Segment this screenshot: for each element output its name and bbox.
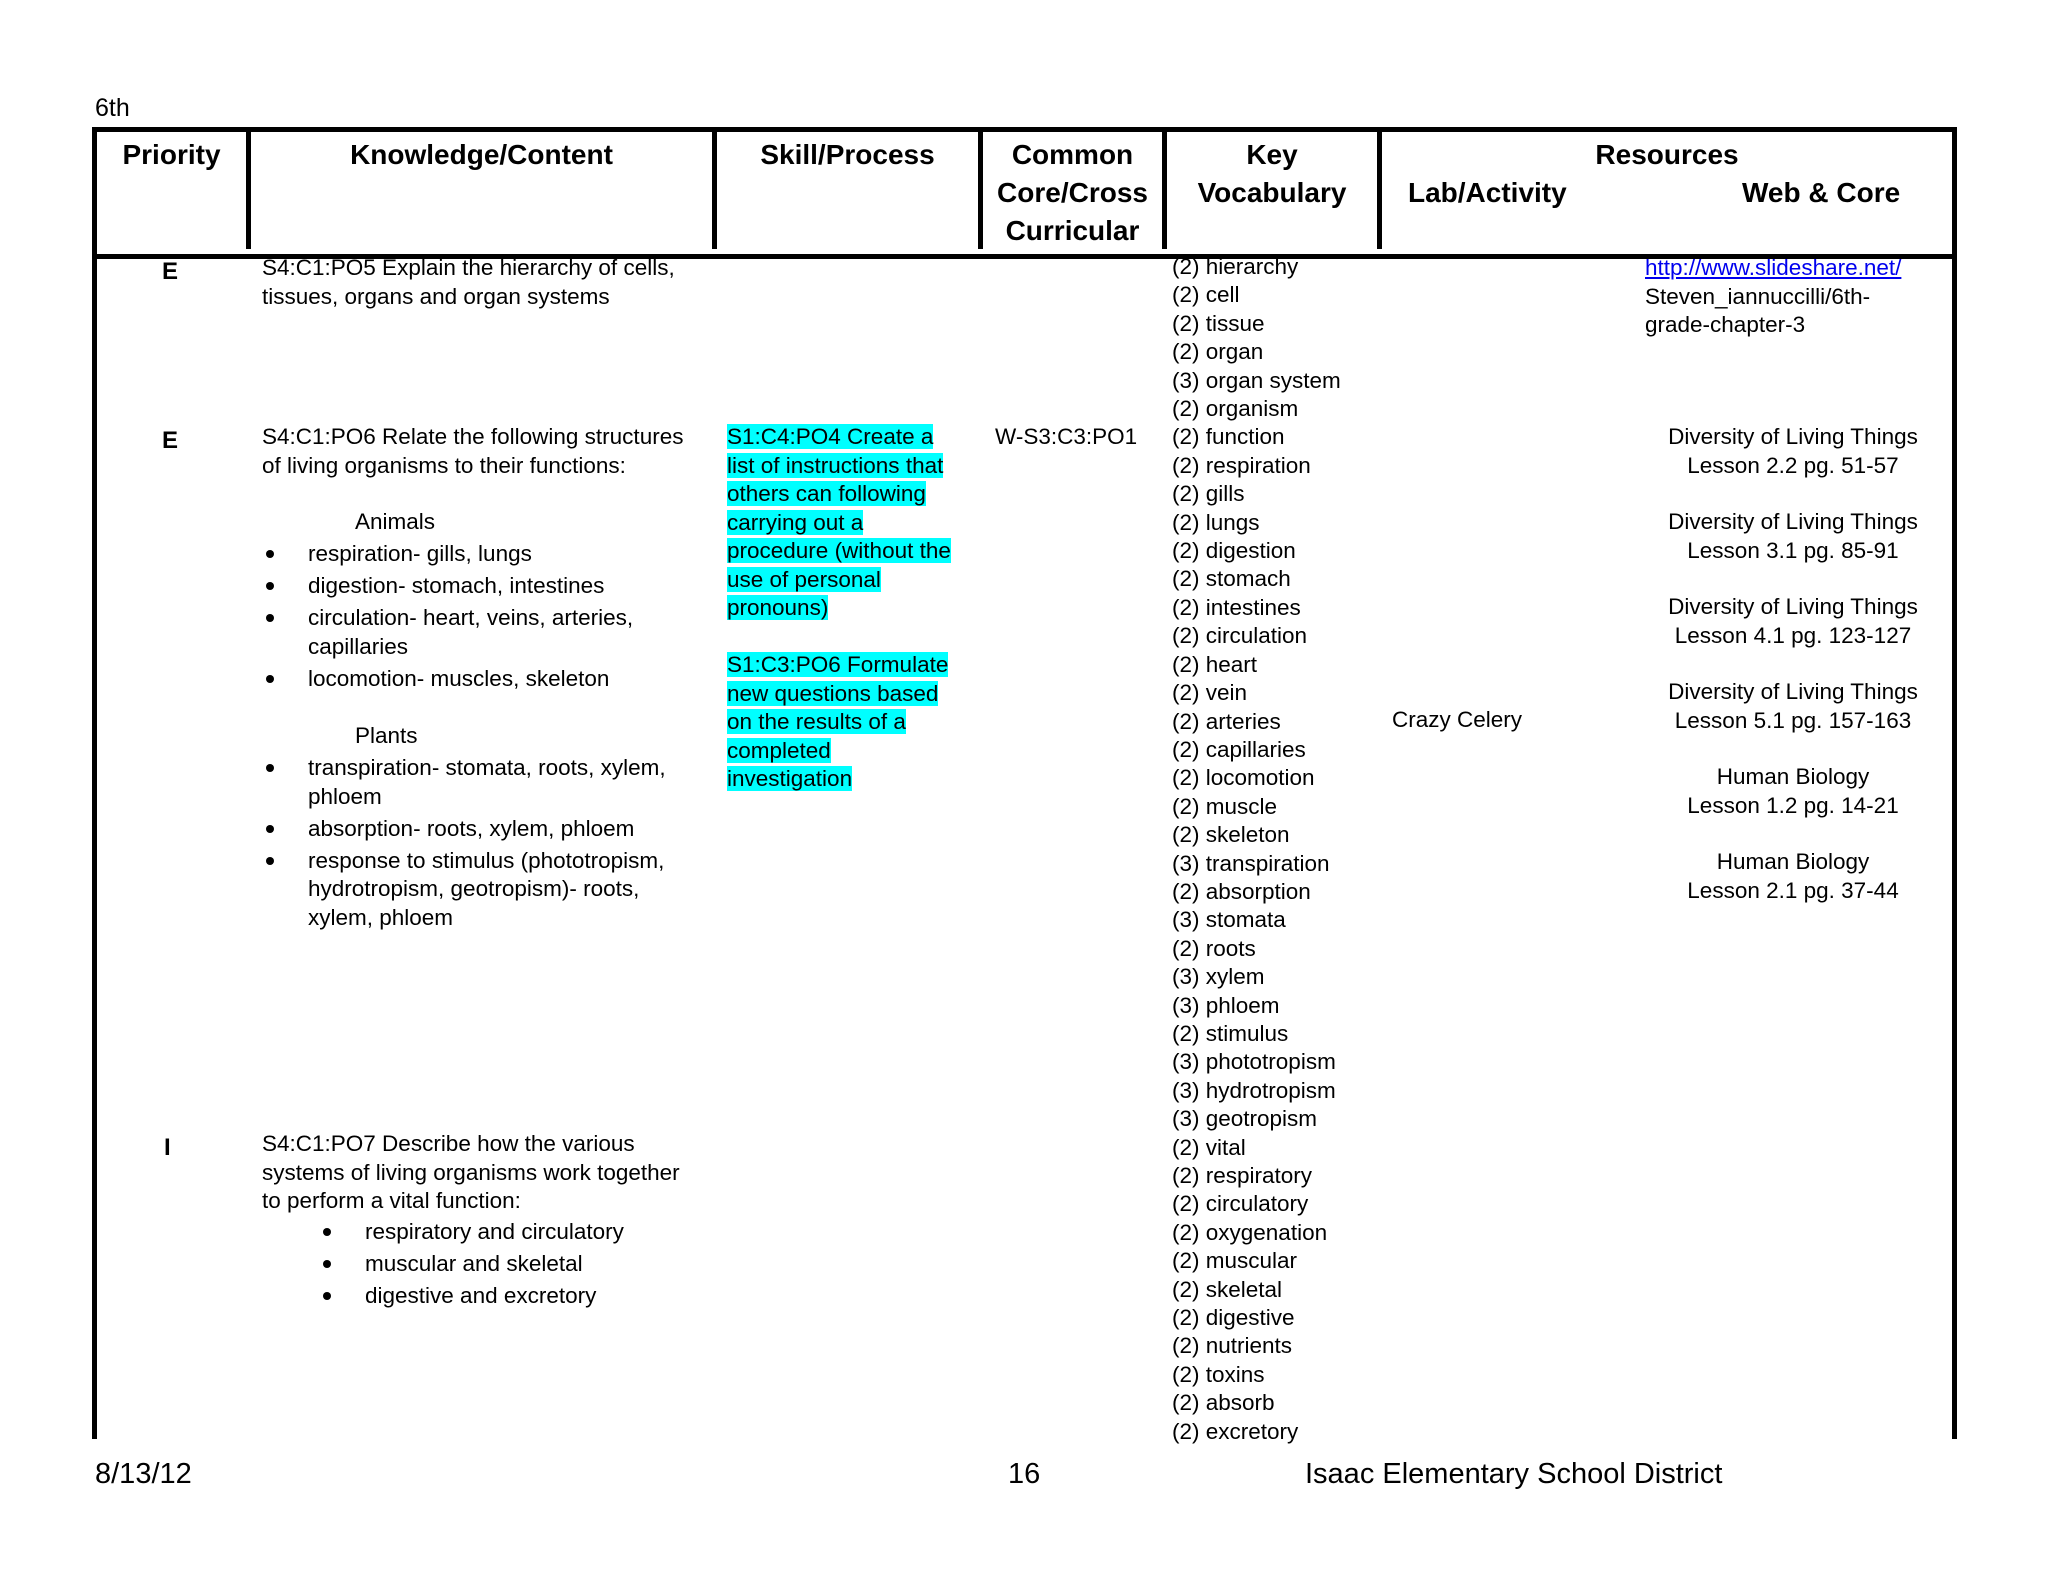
header-priority-label: Priority — [122, 139, 221, 170]
knowledge-line: systems of living organisms work together — [262, 1159, 680, 1185]
vocabulary-list — [1172, 253, 1341, 1446]
header-knowledge-label: Knowledge/Content — [350, 139, 613, 170]
vocabulary-term: (2) circulation — [1172, 623, 1308, 649]
lesson-block — [1687, 763, 2004, 820]
skill-line: pronouns) — [727, 595, 829, 620]
footer-date: 8/13/12 — [95, 1458, 192, 1490]
header-common-core-line: Core/Cross — [997, 177, 1148, 208]
list-item-text: hydrotropism, geotropism)- roots, — [308, 876, 640, 901]
list-item-text: transpiration- stomata, roots, xylem, — [308, 755, 666, 780]
header-lab-activity: Lab/Activity — [1408, 177, 1567, 208]
vocabulary-term: (2) respiratory — [1172, 1163, 1313, 1188]
web-resource-line: grade-chapter-3 — [1645, 312, 1806, 337]
knowledge-line: S4:C1:PO5 Explain the hierarchy of cells, — [262, 255, 675, 280]
vocabulary-term: (2) tissue — [1172, 310, 1265, 336]
skill-line: carrying out a — [727, 509, 864, 535]
skill-standard-highlight — [727, 651, 967, 794]
list-item-text: locomotion- muscles, skeleton — [308, 665, 610, 691]
vocabulary-term: (2) digestive — [1172, 1305, 1295, 1331]
lesson-block — [1668, 593, 2043, 650]
vocabulary-term: (2) respiration — [1172, 452, 1311, 478]
vocabulary-term: (2) roots — [1172, 935, 1256, 961]
vocabulary-term: (2) oxygenation — [1172, 1219, 1328, 1245]
vocabulary-term: (2) locomotion — [1172, 765, 1315, 791]
list-item-text: digestion- stomach, intestines — [308, 573, 605, 598]
header-key-vocabulary — [1167, 132, 1382, 249]
skill-line: list of instructions that — [727, 452, 944, 478]
lesson-block — [1687, 848, 2004, 905]
footer-district: Isaac Elementary School District — [1305, 1458, 1723, 1490]
lesson-block-inner — [1668, 593, 1918, 650]
lesson-block-inner — [1687, 848, 1898, 905]
priority-value: I — [164, 1134, 171, 1161]
list-item-text: response to stimulus (phototropism, — [308, 847, 665, 873]
knowledge-standard — [262, 1130, 680, 1216]
header-key-vocabulary-line: Key — [1246, 139, 1298, 170]
web-resource-line: Steven_iannuccilli/6th- — [1645, 283, 1871, 309]
vocabulary-term: (2) muscle — [1172, 793, 1278, 819]
header-skill-label: Skill/Process — [760, 139, 935, 170]
lesson-book: Diversity of Living Things — [1668, 679, 1918, 704]
header-resources-label: Resources — [1595, 139, 1739, 170]
lesson-block — [1668, 508, 2043, 565]
web-resource — [1645, 254, 1901, 340]
skill-line: use of personal — [727, 566, 881, 592]
lesson-block-inner — [1668, 508, 1918, 565]
systems-list — [319, 1218, 624, 1311]
plants-label: Plants — [355, 723, 418, 748]
footer-page-number: 16 — [1008, 1458, 1041, 1490]
list-item-text: circulation- heart, veins, arteries, — [308, 605, 634, 630]
vocabulary-term: (2) circulatory — [1172, 1191, 1309, 1217]
plants-list — [262, 754, 666, 932]
animals-label: Animals — [355, 509, 436, 534]
list-item-text: respiratory and circulatory — [365, 1219, 624, 1244]
vocabulary-term: (2) organism — [1172, 396, 1299, 422]
header-web-core: Web & Core — [1742, 177, 1901, 208]
lesson-block — [1668, 678, 2043, 735]
grade-label: 6th — [95, 94, 130, 122]
list-item — [319, 1218, 624, 1247]
vocabulary-term: (2) digestion — [1172, 538, 1296, 564]
list-item-text: respiration- gills, lungs — [308, 541, 532, 566]
header-common-core-line: Curricular — [1005, 215, 1140, 246]
vocabulary-term: (3) organ system — [1172, 367, 1341, 393]
vocabulary-term: (2) toxins — [1172, 1361, 1265, 1387]
vocabulary-term: (3) stomata — [1172, 907, 1286, 933]
vocabulary-term: (3) geotropism — [1172, 1106, 1318, 1132]
vocabulary-term: (2) skeleton — [1172, 822, 1290, 848]
vocabulary-term: (3) transpiration — [1172, 850, 1330, 876]
vocabulary-term: (2) organ — [1172, 339, 1264, 365]
lesson-pages: Lesson 5.1 pg. 157-163 — [1674, 707, 1912, 733]
lesson-block-inner — [1668, 678, 1918, 735]
vocabulary-term: (2) function — [1172, 424, 1285, 450]
list-item — [262, 847, 666, 933]
lesson-pages: Lesson 2.1 pg. 37-44 — [1687, 877, 1899, 903]
lesson-book: Diversity of Living Things — [1668, 424, 1918, 449]
list-item — [319, 1282, 624, 1311]
vocabulary-term: (2) gills — [1172, 481, 1245, 507]
vocabulary-term: (2) intestines — [1172, 594, 1301, 620]
vocabulary-term: (2) nutrients — [1172, 1333, 1293, 1359]
lesson-block — [1668, 423, 2043, 480]
vocabulary-term: (2) absorb — [1172, 1390, 1275, 1416]
list-item — [262, 665, 633, 694]
header-knowledge — [251, 132, 717, 249]
table-header — [97, 132, 1952, 259]
lesson-pages: Lesson 4.1 pg. 123-127 — [1674, 622, 1912, 648]
vocabulary-term: (3) phototropism — [1172, 1049, 1336, 1075]
knowledge-standard — [262, 254, 675, 311]
list-item — [262, 754, 666, 811]
vocabulary-term: (2) cell — [1172, 282, 1240, 308]
lesson-pages: Lesson 3.1 pg. 85-91 — [1687, 537, 1899, 563]
list-item-text: phloem — [308, 783, 382, 809]
priority-value: E — [162, 427, 179, 454]
knowledge-line: to perform a vital function: — [262, 1188, 521, 1213]
vocabulary-term: (2) excretory — [1172, 1418, 1299, 1444]
vocabulary-term: (2) skeletal — [1172, 1276, 1283, 1302]
lesson-block-inner — [1668, 423, 1918, 480]
list-item — [262, 815, 666, 844]
skill-line: S1:C4:PO4 Create a — [727, 424, 934, 449]
vocabulary-term: (2) heart — [1172, 651, 1258, 677]
lesson-block-inner — [1687, 763, 1898, 820]
header-key-vocabulary-line: Vocabulary — [1197, 177, 1347, 208]
skill-line: on the results of a — [727, 709, 906, 734]
list-item-text: digestive and excretory — [365, 1283, 597, 1308]
list-item — [319, 1250, 624, 1279]
knowledge-line: S4:C1:PO6 Relate the following structures — [262, 424, 684, 449]
knowledge-line: of living organisms to their functions: — [262, 452, 626, 478]
priority-value: E — [162, 258, 179, 285]
header-skill — [717, 132, 983, 249]
lesson-pages: Lesson 2.2 pg. 51-57 — [1687, 452, 1899, 478]
lesson-pages: Lesson 1.2 pg. 14-21 — [1687, 792, 1899, 818]
skill-line: completed — [727, 737, 831, 763]
lesson-book: Human Biology — [1716, 764, 1870, 789]
header-common-core — [983, 132, 1167, 249]
vocabulary-term: (3) hydrotropism — [1172, 1077, 1336, 1103]
lesson-book: Diversity of Living Things — [1668, 509, 1918, 534]
skill-line: others can following — [727, 481, 926, 506]
vocabulary-term: (3) xylem — [1172, 964, 1265, 990]
animals-list — [262, 540, 633, 693]
vocabulary-term: (2) absorption — [1172, 878, 1311, 904]
list-item — [262, 604, 633, 661]
list-item — [262, 540, 633, 569]
lesson-book: Human Biology — [1716, 849, 1870, 874]
knowledge-standard — [262, 423, 683, 480]
skill-line: new questions based — [727, 680, 939, 706]
list-item-text: absorption- roots, xylem, phloem — [308, 815, 635, 841]
skill-line: investigation — [727, 766, 853, 791]
slideshare-link[interactable]: http://www.slideshare.net/ — [1645, 255, 1902, 280]
skill-line: procedure (without the — [727, 538, 951, 563]
list-item-text: capillaries — [308, 633, 409, 659]
vocabulary-term: (3) phloem — [1172, 992, 1280, 1018]
header-resources — [1382, 132, 1952, 249]
skill-line: S1:C3:PO6 Formulate — [727, 652, 949, 677]
knowledge-line: tissues, organs and organ systems — [262, 283, 610, 309]
vocabulary-term: (2) stomach — [1172, 566, 1291, 592]
vocabulary-term: (2) muscular — [1172, 1248, 1298, 1274]
list-item — [262, 572, 633, 601]
vocabulary-term: (2) vein — [1172, 680, 1248, 706]
skill-standard-highlight — [727, 423, 967, 623]
vocabulary-term: (2) vital — [1172, 1134, 1246, 1160]
lesson-book: Diversity of Living Things — [1668, 594, 1918, 619]
list-item-text: xylem, phloem — [308, 904, 454, 930]
lab-activity: Crazy Celery — [1392, 707, 1523, 732]
vocabulary-term: (2) lungs — [1172, 509, 1260, 535]
common-core-standard: W-S3:C3:PO1 — [995, 424, 1138, 449]
vocabulary-term: (2) stimulus — [1172, 1020, 1289, 1046]
vocabulary-term: (2) hierarchy — [1172, 254, 1299, 279]
vocabulary-term: (2) arteries — [1172, 708, 1281, 734]
knowledge-line: S4:C1:PO7 Describe how the various — [262, 1131, 635, 1156]
header-priority — [97, 132, 251, 249]
header-common-core-line: Common — [1011, 139, 1134, 170]
list-item-text: muscular and skeletal — [365, 1251, 583, 1276]
vocabulary-term: (2) capillaries — [1172, 736, 1306, 762]
